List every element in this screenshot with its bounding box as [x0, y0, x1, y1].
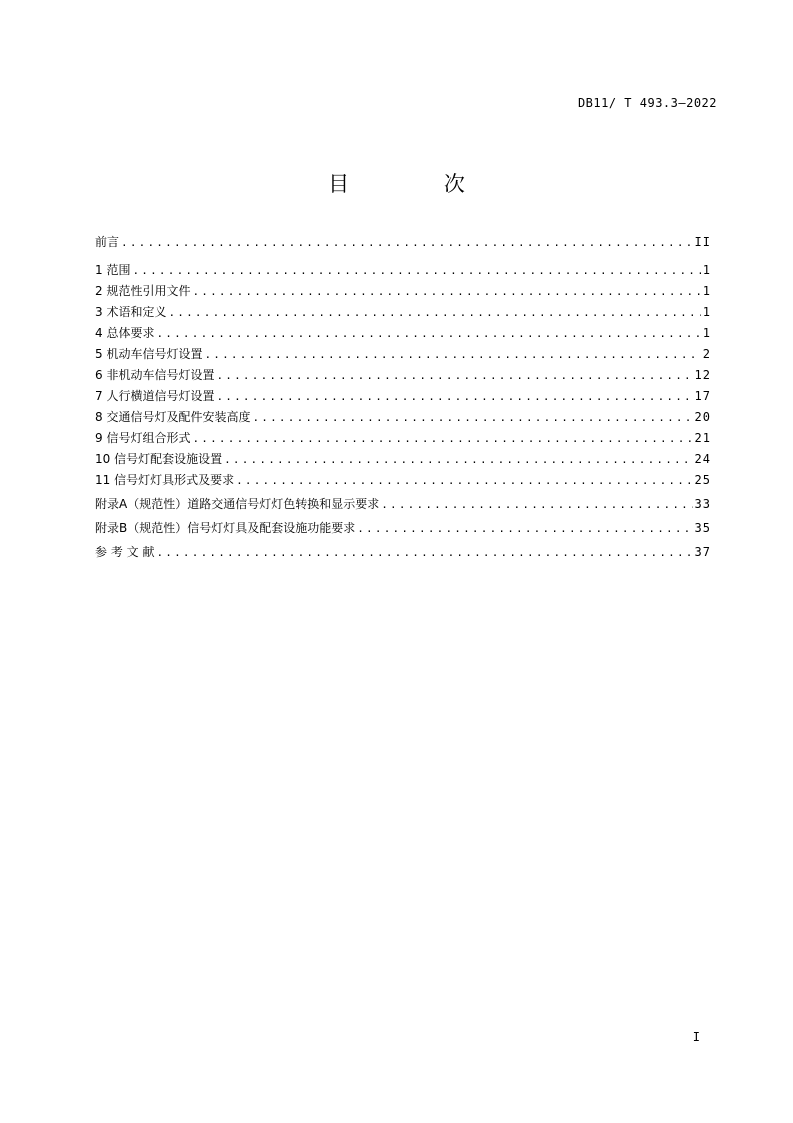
toc-entry-page: 17	[694, 389, 711, 403]
toc-leader-dots	[168, 302, 700, 323]
toc-entry-label: 2 规范性引用文件	[95, 284, 191, 298]
toc-entry-terms[interactable]	[95, 302, 711, 323]
toc-entry-label: 4 总体要求	[95, 326, 155, 340]
toc-entry-crosswalk-signals[interactable]	[95, 386, 711, 407]
toc-entry-label: 3 术语和定义	[95, 305, 167, 319]
toc-entry-non-motor-vehicle-signals[interactable]	[95, 365, 711, 386]
toc-entry-page: 1	[702, 284, 711, 298]
toc-entry-label: 6 非机动车信号灯设置	[95, 368, 215, 382]
toc-entry-label: 8 交通信号灯及配件安装高度	[95, 410, 251, 424]
toc-leader-dots	[216, 386, 692, 407]
toc-entry-label: 5 机动车信号灯设置	[95, 347, 203, 361]
toc-leader-dots	[192, 281, 700, 302]
toc-leader-dots	[204, 344, 700, 365]
toc-entry-label: 前言	[95, 235, 120, 249]
toc-entry-page: 25	[694, 473, 711, 487]
page-number: I	[692, 1030, 700, 1044]
toc-leader-dots	[156, 323, 700, 344]
toc-leader-dots	[216, 365, 692, 386]
toc-leader-dots	[252, 407, 692, 428]
toc-entry-appendix-b[interactable]	[95, 518, 711, 539]
toc-leader-dots	[121, 232, 693, 253]
toc-entry-appendix-a[interactable]	[95, 494, 711, 515]
toc-entry-general-requirements[interactable]	[95, 323, 711, 344]
toc-leader-dots	[381, 494, 692, 515]
toc-entry-page: 20	[694, 410, 711, 424]
toc-entry-scope[interactable]	[95, 260, 711, 281]
toc-entry-label: 1 范围	[95, 263, 131, 277]
toc-entry-signal-combinations[interactable]	[95, 428, 711, 449]
toc-entry-label: 7 人行横道信号灯设置	[95, 389, 215, 403]
toc-entry-label: 附录A（规范性）道路交通信号灯灯色转换和显示要求	[95, 497, 380, 511]
toc-entry-page: 35	[694, 521, 711, 535]
standard-code: DB11/ T 493.3—2022	[577, 96, 717, 110]
toc-entry-label: 10 信号灯配套设施设置	[95, 452, 223, 466]
table-of-contents	[95, 232, 711, 563]
toc-entry-label: 附录B（规范性）信号灯灯具及配套设施功能要求	[95, 521, 356, 535]
toc-entry-normative-references[interactable]	[95, 281, 711, 302]
toc-entry-label: 11 信号灯灯具形式及要求	[95, 473, 235, 487]
toc-leader-dots	[156, 542, 692, 563]
toc-entry-lamp-forms[interactable]	[95, 470, 711, 491]
toc-entry-page: 1	[702, 263, 711, 277]
toc-leader-dots	[132, 260, 700, 281]
toc-leader-dots	[224, 449, 692, 470]
toc-entry-page: 12	[694, 368, 711, 382]
toc-entry-page: 24	[694, 452, 711, 466]
toc-entry-bibliography[interactable]	[95, 542, 711, 563]
toc-entry-page: II	[694, 235, 711, 249]
toc-entry-page: 1	[702, 326, 711, 340]
toc-leader-dots	[357, 518, 692, 539]
toc-entry-page: 33	[694, 497, 711, 511]
toc-leader-dots	[236, 470, 692, 491]
toc-entry-supporting-facilities[interactable]	[95, 449, 711, 470]
toc-entry-label: 9 信号灯组合形式	[95, 431, 191, 445]
toc-entry-motor-vehicle-signals[interactable]	[95, 344, 711, 365]
toc-entry-page: 21	[694, 431, 711, 445]
toc-entry-page: 2	[702, 347, 711, 361]
toc-entry-installation-height[interactable]	[95, 407, 711, 428]
toc-entry-label: 参 考 文 献	[95, 545, 155, 559]
toc-leader-dots	[192, 428, 692, 449]
toc-entry-page: 1	[702, 305, 711, 319]
toc-entry-foreword[interactable]	[95, 232, 711, 253]
toc-title: 目 次	[328, 172, 509, 196]
toc-entry-page: 37	[694, 545, 711, 559]
